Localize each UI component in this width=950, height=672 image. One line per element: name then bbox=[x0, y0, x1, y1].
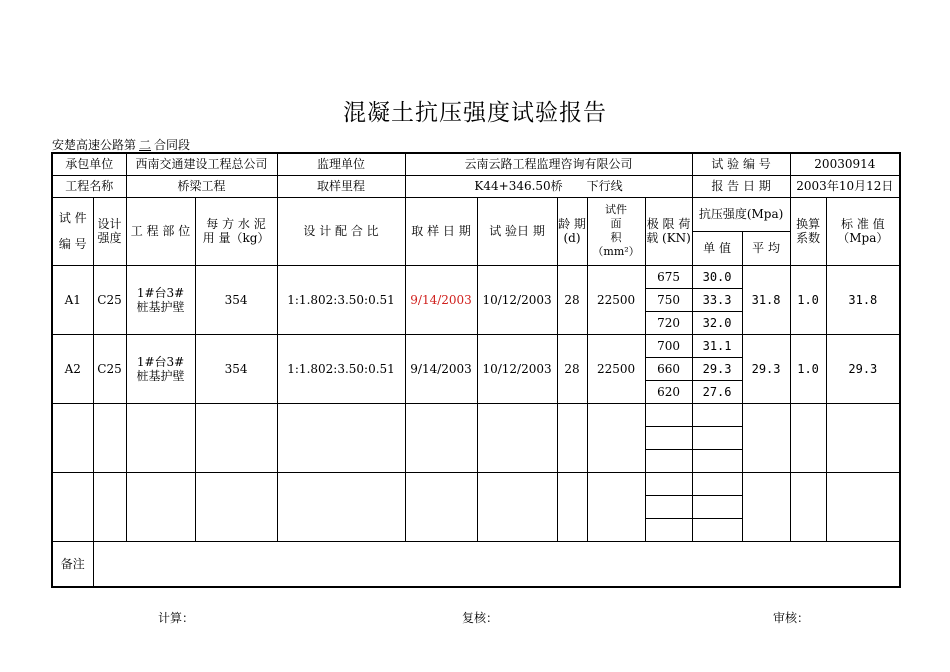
row-cement: 354 bbox=[195, 265, 277, 334]
row-sample-date: 9/14/2003 bbox=[405, 334, 477, 403]
test-no-label: 试 验 编 号 bbox=[692, 153, 790, 175]
row-age: 28 bbox=[557, 265, 587, 334]
project-value: 桥梁工程 bbox=[126, 175, 277, 197]
report-date-label: 报 告 日 期 bbox=[692, 175, 790, 197]
row-test-date: 10/12/2003 bbox=[477, 334, 557, 403]
row-load: 660 bbox=[645, 357, 692, 380]
col-age: 龄 期 (d) bbox=[557, 197, 587, 265]
row-part: 1#台3# 桩基护壁 bbox=[126, 265, 195, 334]
table-row-empty bbox=[52, 472, 900, 495]
contractor-label: 承包单位 bbox=[52, 153, 126, 175]
row-avg: 29.3 bbox=[742, 334, 790, 403]
test-no-value: 20030914 bbox=[790, 153, 900, 175]
table-row-empty bbox=[52, 403, 900, 426]
project-label: 工程名称 bbox=[52, 175, 126, 197]
row-factor: 1.0 bbox=[790, 265, 826, 334]
row-grade: C25 bbox=[93, 265, 126, 334]
row-single: 33.3 bbox=[692, 288, 742, 311]
row-mix: 1:1.802:3.50:0.51 bbox=[277, 265, 405, 334]
col-sample-date: 取 样 日 期 bbox=[405, 197, 477, 265]
row-load: 720 bbox=[645, 311, 692, 334]
row-grade: C25 bbox=[93, 334, 126, 403]
column-header-row-1 bbox=[52, 197, 900, 231]
review-label: 复核： bbox=[462, 611, 499, 625]
col-std: 标 准 值（Mpa） bbox=[826, 197, 900, 265]
remarks-row bbox=[52, 541, 900, 587]
supervisor-value: 云南云路工程监理咨询有限公司 bbox=[405, 153, 692, 175]
row-mix: 1:1.802:3.50:0.51 bbox=[277, 334, 405, 403]
row-sample-date: 9/14/2003 bbox=[405, 265, 477, 334]
row-age: 28 bbox=[557, 334, 587, 403]
contractor-value: 西南交通建设工程总公司 bbox=[126, 153, 277, 175]
audit-label: 审核： bbox=[773, 611, 810, 625]
header-row-1 bbox=[52, 153, 900, 175]
row-area: 22500 bbox=[587, 265, 645, 334]
row-load: 750 bbox=[645, 288, 692, 311]
col-factor: 换算系数 bbox=[790, 197, 826, 265]
row-factor: 1.0 bbox=[790, 334, 826, 403]
row-single: 31.1 bbox=[692, 334, 742, 357]
sampling-label: 取样里程 bbox=[277, 175, 405, 197]
table-row bbox=[52, 334, 900, 357]
col-mix: 设 计 配 合 比 bbox=[277, 197, 405, 265]
contract-section bbox=[52, 136, 190, 153]
col-id: 试 件 编 号 bbox=[52, 197, 93, 265]
row-test-date: 10/12/2003 bbox=[477, 265, 557, 334]
row-area: 22500 bbox=[587, 334, 645, 403]
calc-label: 计算： bbox=[158, 611, 195, 625]
report-date-value: 2003年10月12日 bbox=[790, 175, 900, 197]
col-single: 单 值 bbox=[692, 231, 742, 265]
col-avg: 平 均 bbox=[742, 231, 790, 265]
col-grade: 设计 强度 bbox=[93, 197, 126, 265]
header-row-2 bbox=[52, 175, 900, 197]
section-prefix: 安楚高速公路第 bbox=[52, 138, 137, 152]
row-std: 29.3 bbox=[826, 334, 900, 403]
row-part: 1#台3# 桩基护壁 bbox=[126, 334, 195, 403]
row-id: A2 bbox=[52, 334, 93, 403]
row-id: A1 bbox=[52, 265, 93, 334]
col-test-date: 试 验日 期 bbox=[477, 197, 557, 265]
row-load: 620 bbox=[645, 380, 692, 403]
col-strength: 抗压强度(Mpa) bbox=[692, 197, 790, 231]
row-single: 29.3 bbox=[692, 357, 742, 380]
row-load: 700 bbox=[645, 334, 692, 357]
col-load: 极 限 荷 载 (KN) bbox=[645, 197, 692, 265]
report-title: 混凝土抗压强度试验报告 bbox=[343, 100, 607, 126]
row-single: 32.0 bbox=[692, 311, 742, 334]
remarks-value bbox=[93, 541, 900, 587]
row-load: 675 bbox=[645, 265, 692, 288]
row-single: 27.6 bbox=[692, 380, 742, 403]
row-std: 31.8 bbox=[826, 265, 900, 334]
remarks-label: 备注 bbox=[52, 541, 93, 587]
section-suffix: 合同段 bbox=[154, 138, 191, 152]
section-number: 二 bbox=[139, 138, 152, 152]
sampling-value: K44+346.50桥 下行线 bbox=[405, 175, 692, 197]
col-part: 工 程 部 位 bbox=[126, 197, 195, 265]
row-avg: 31.8 bbox=[742, 265, 790, 334]
col-cement: 每 方 水 泥 用 量（kg） bbox=[195, 197, 277, 265]
row-cement: 354 bbox=[195, 334, 277, 403]
table-row bbox=[52, 265, 900, 288]
col-area: 试件 面 积 （mm²） bbox=[587, 197, 645, 265]
row-single: 30.0 bbox=[692, 265, 742, 288]
report-table bbox=[51, 152, 901, 588]
supervisor-label: 监理单位 bbox=[277, 153, 405, 175]
